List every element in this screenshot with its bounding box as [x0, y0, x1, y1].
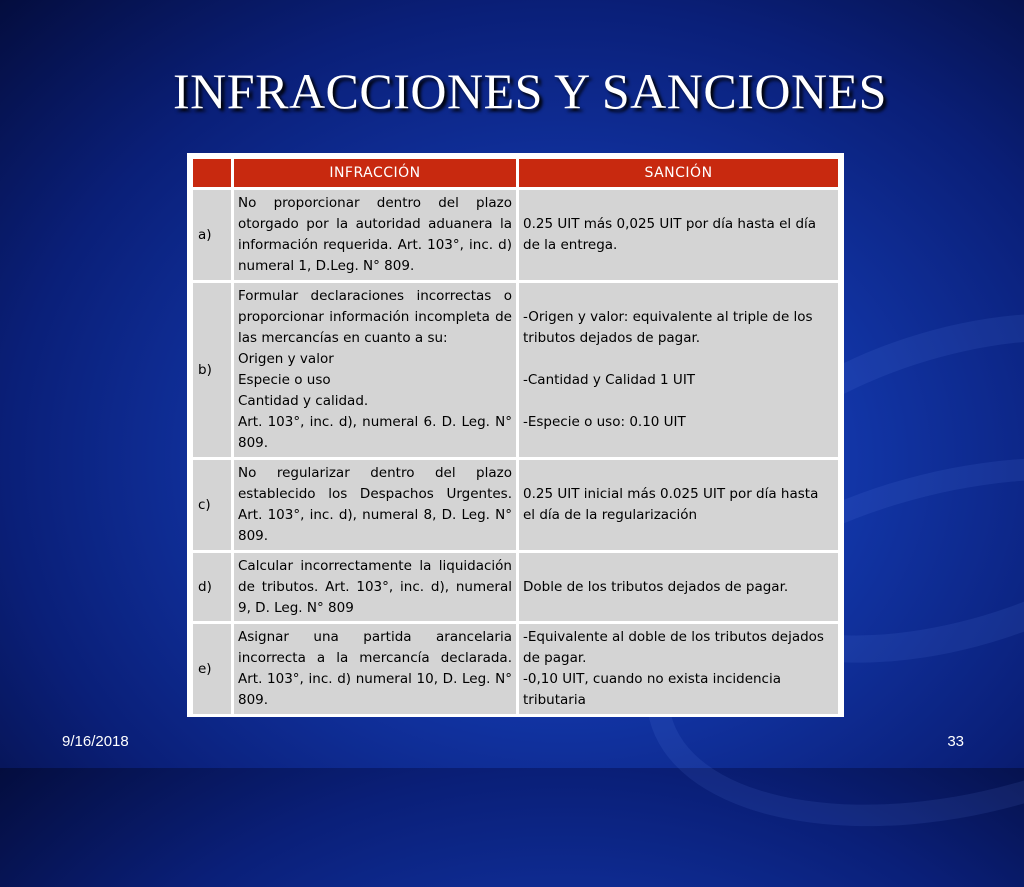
sancion-line: -Equivalente al doble de los tributos dejados de pagar.: [523, 629, 824, 666]
sancion-cell: [519, 460, 838, 550]
row-letter: e): [193, 624, 231, 714]
slide-date: 9/16/2018: [62, 733, 129, 750]
infraccion-cell: [234, 283, 516, 457]
sancion-cell: [519, 624, 838, 714]
table-row: [193, 624, 838, 714]
table-header-row: [193, 159, 838, 187]
infraccion-cell: Asignar una partida arancelaria incorrecta a la mercancía declarada. Art. 103°, inc. d) numeral 10, D. Leg. N° 809.: [234, 624, 516, 714]
sancion-cell: [519, 190, 838, 280]
slide-title: INFRACCIONES Y SANCIONES: [173, 63, 887, 119]
table-row: [193, 283, 838, 457]
infraccion-line: Art. 103°, inc. d), numeral 6. D. Leg. N° 809.: [238, 414, 512, 451]
header-infraccion: INFRACCIÓN: [234, 159, 516, 187]
sancion-line: -Origen y valor: equivalente al triple de los tributos dejados de pagar.: [523, 309, 813, 346]
table-row: [193, 190, 838, 280]
table-row: [193, 553, 838, 621]
sancion-line: -Especie o uso: 0.10 UIT: [523, 414, 686, 430]
header-sancion: SANCIÓN: [519, 159, 838, 187]
row-letter: d): [193, 553, 231, 621]
sancion-cell: [519, 283, 838, 457]
row-letter: a): [193, 190, 231, 280]
infraccion-line: Cantidad y calidad.: [238, 393, 369, 409]
infraccion-cell: Calcular incorrectamente la liquidación de tributos. Art. 103°, inc. d), numeral 9, D. Leg. N° 809: [234, 553, 516, 621]
slide-number: 33: [947, 733, 964, 750]
infraccion-line: Especie o uso: [238, 372, 331, 388]
infraccion-cell: No proporcionar dentro del plazo otorgado por la autoridad aduanera la información requerida. Art. 103°, inc. d) numeral 1, D.Leg. N° 809.: [234, 190, 516, 280]
sancion-line: 0.25 UIT inicial más 0.025 UIT por día hasta el día de la regularización: [523, 486, 819, 523]
table-row: [193, 460, 838, 550]
row-letter: c): [193, 460, 231, 550]
infraccion-line: Formular declaraciones incorrectas o proporcionar información incompleta de las mercancías en cuanto a su:: [238, 288, 512, 346]
infraccion-cell: No regularizar dentro del plazo establecido los Despachos Urgentes. Art. 103°, inc. d), numeral 8, D. Leg. N° 809.: [234, 460, 516, 550]
header-blank: [193, 159, 231, 187]
row-letter: b): [193, 283, 231, 457]
infraccion-line: Origen y valor: [238, 351, 334, 367]
sancion-line: -Cantidad y Calidad 1 UIT: [523, 372, 696, 388]
sancion-line: Doble de los tributos dejados de pagar.: [523, 578, 789, 595]
sanctions-table-container: [187, 153, 844, 717]
sancion-line: 0.25 UIT más 0,025 UIT por día hasta el día de la entrega.: [523, 216, 817, 253]
sancion-cell: [519, 553, 838, 621]
sancion-line: -0,10 UIT, cuando no exista incidencia tributaria: [523, 671, 782, 708]
sanctions-table: [190, 156, 841, 717]
